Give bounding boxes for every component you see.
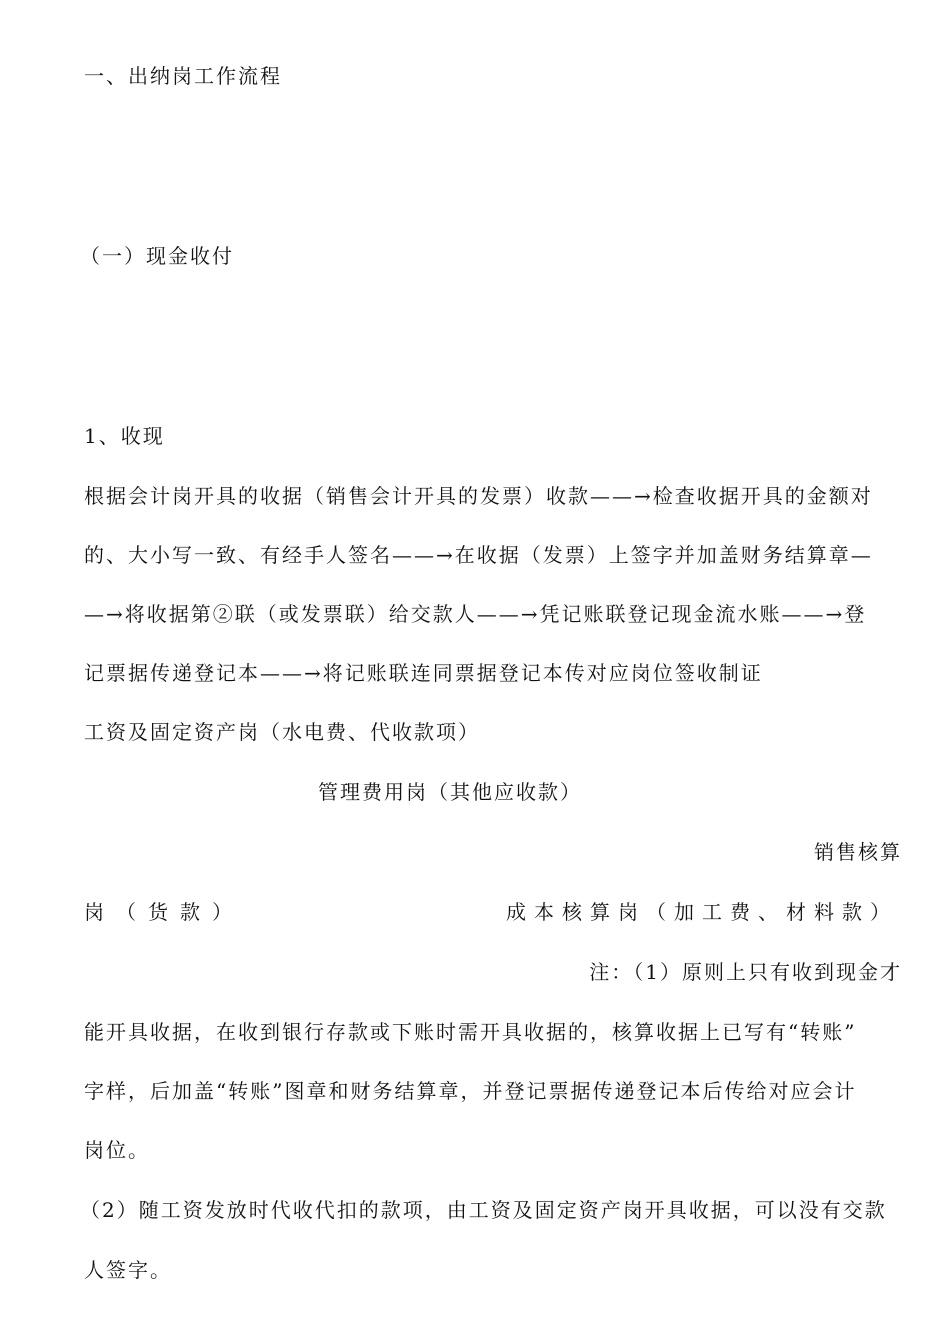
note-line: 能开具收据，在收到银行存款或下账时需开具收据的，核算收据上已写有“转账” (84, 1020, 857, 1044)
paragraph-line: 的、大小写一致、有经手人签名——→在收据（发票）上签字并加盖财务结算章— (84, 543, 873, 567)
heading-cash-receipts-payments: （一）现金收付 (80, 244, 234, 268)
heading-receive-cash: 1、收现 (84, 424, 165, 448)
paragraph-line: —→将收据第②联（或发票联）给交款人——→凭记账联登记现金流水账——→登 (84, 602, 867, 626)
note-line: 字样，后加盖“转账”图章和财务结算章，并登记票据传递登记本后传给对应会计 (84, 1079, 857, 1103)
note-line: 注：（1）原则上只有收到现金才 (589, 960, 902, 984)
note-line: 人签字。 (84, 1258, 172, 1282)
paragraph-line: 记票据传递登记本——→将记账联连同票据登记本传对应岗位签收制证 (84, 661, 763, 685)
post-sales-accounting-part1: 销售核算 (814, 840, 902, 864)
post-wages-fixed-assets: 工资及固定资产岗（水电费、代收款项） (84, 720, 480, 744)
post-sales-accounting-part2: 岗（货款） (84, 900, 244, 924)
paragraph-line: 根据会计岗开具的收据（销售会计开具的发票）收款——→检查收据开具的金额对 (84, 484, 873, 508)
note-line: 岗位。 (84, 1138, 150, 1162)
heading-cashier-workflow: 一、出纳岗工作流程 (84, 64, 282, 88)
post-cost-accounting: 成本核算岗（加工费、材料款） (506, 900, 898, 924)
post-admin-expenses: 管理费用岗（其他应收款） (318, 780, 582, 804)
note-line: （2）随工资发放时代收代扣的款项，由工资及固定资产岗开具收据，可以没有交款 (80, 1198, 887, 1222)
